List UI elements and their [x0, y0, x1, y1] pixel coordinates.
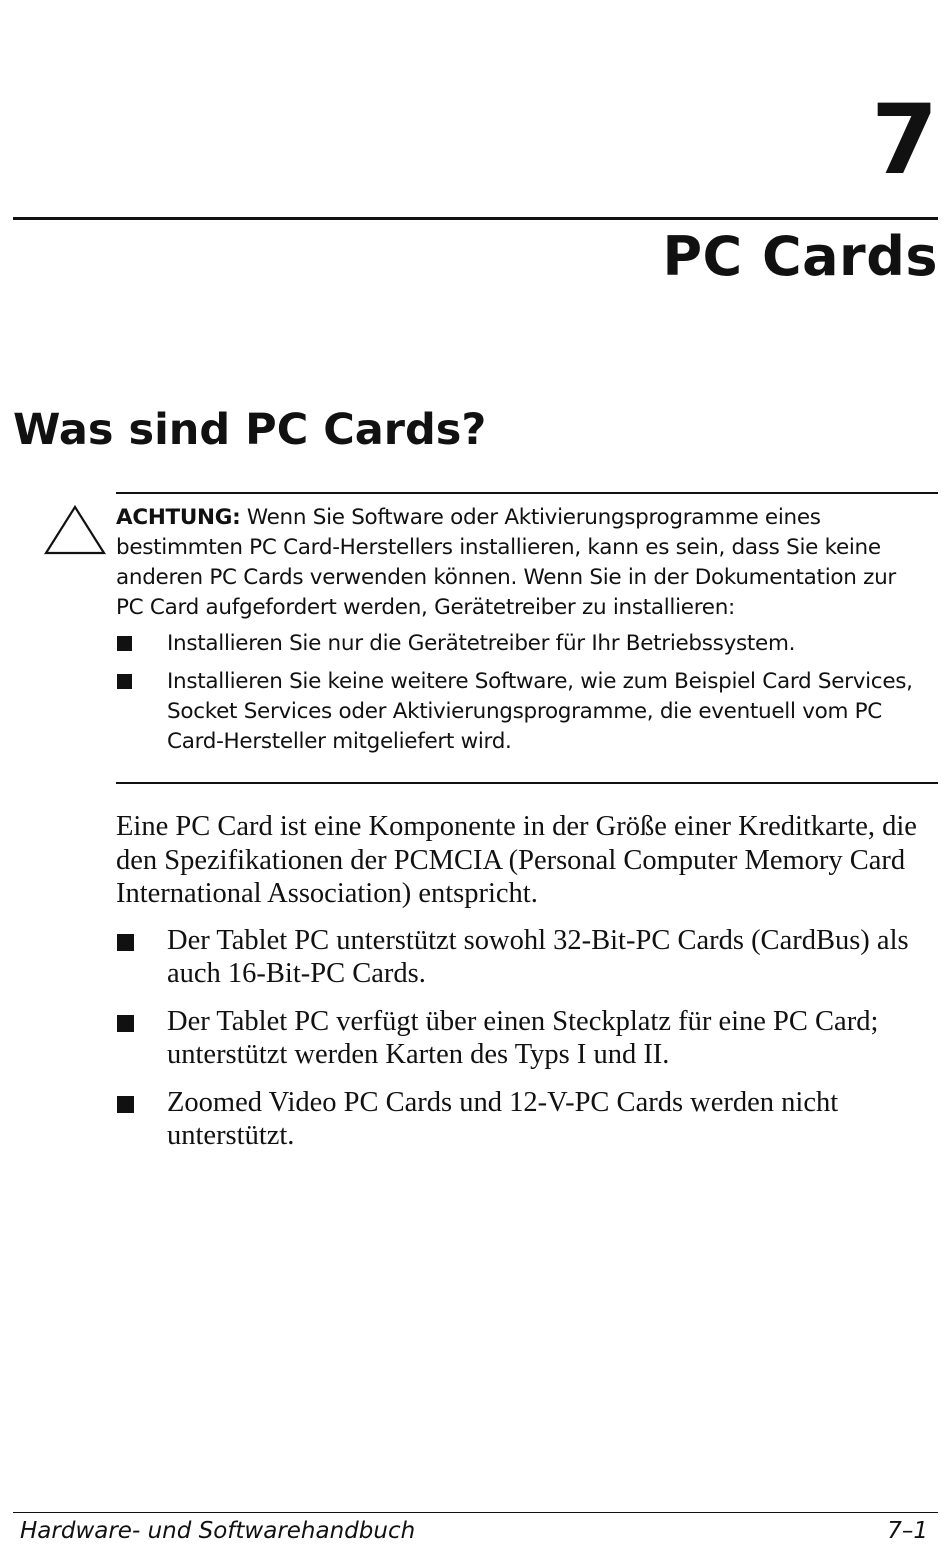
feature-list-item [116, 924, 938, 991]
feature-list-item [116, 1005, 938, 1072]
feature-list [116, 924, 938, 1153]
footer-divider [13, 1512, 938, 1513]
section-heading: Was sind PC Cards? [13, 405, 487, 455]
footer-page-number: 7–1 [887, 1518, 928, 1544]
feature-list-item-text: Der Tablet PC unterstützt sowohl 32-Bit-PC Cards (CardBus) als auch 16-Bit-PC Cards. [167, 924, 909, 989]
caution-label: ACHTUNG: [116, 505, 241, 530]
intro-paragraph: Eine PC Card ist eine Komponente in der Größe einer Kreditkarte, die den Spezifikationen der PCMCIA (Personal Computer Memory Card International Association) entspricht. [116, 811, 917, 909]
footer-book-title: Hardware- und Softwarehandbuch [20, 1518, 416, 1544]
body-content [116, 810, 938, 1167]
square-bullet-icon [117, 1096, 134, 1113]
feature-list-item-text: Der Tablet PC verfügt über einen Steckplatz für eine PC Card; unterstützt werden Karten des Typs I und II. [167, 1005, 879, 1070]
warning-triangle-icon [43, 504, 107, 556]
caution-text: Wenn Sie Software oder Aktivierungsprogramme eines bestimmten PC Card-Herstellers installieren, kann es sein, dass Sie keine anderen PC Cards verwenden können. Wenn Sie in der Dokumentation zur PC Card aufgefordert werden, Gerätetreiber zu installieren: [116, 505, 896, 620]
feature-list-item [116, 1086, 938, 1153]
square-bullet-icon [117, 636, 132, 651]
caution-bottom-divider [116, 782, 938, 784]
square-bullet-icon [117, 674, 132, 689]
caution-paragraph [116, 503, 928, 623]
caution-list-item [116, 667, 928, 757]
chapter-title: PC Cards [662, 225, 938, 288]
caution-top-divider [116, 492, 938, 494]
caution-list-item-text: Installieren Sie nur die Gerätetreiber für Ihr Betriebssystem. [167, 631, 796, 656]
caution-list-item-text: Installieren Sie keine weitere Software, wie zum Beispiel Card Services, Socket Services oder Aktivierungsprogramme, die eventuell vom PC Card-Hersteller mitgeliefert wird. [167, 669, 913, 754]
caution-note [116, 503, 928, 765]
square-bullet-icon [117, 1015, 134, 1032]
chapter-divider [13, 217, 938, 220]
caution-list-item [116, 629, 928, 659]
caution-list [116, 629, 928, 757]
feature-list-item-text: Zoomed Video PC Cards und 12-V-PC Cards werden nicht unterstützt. [167, 1086, 839, 1151]
chapter-number: 7 [871, 84, 936, 196]
square-bullet-icon [117, 934, 134, 951]
